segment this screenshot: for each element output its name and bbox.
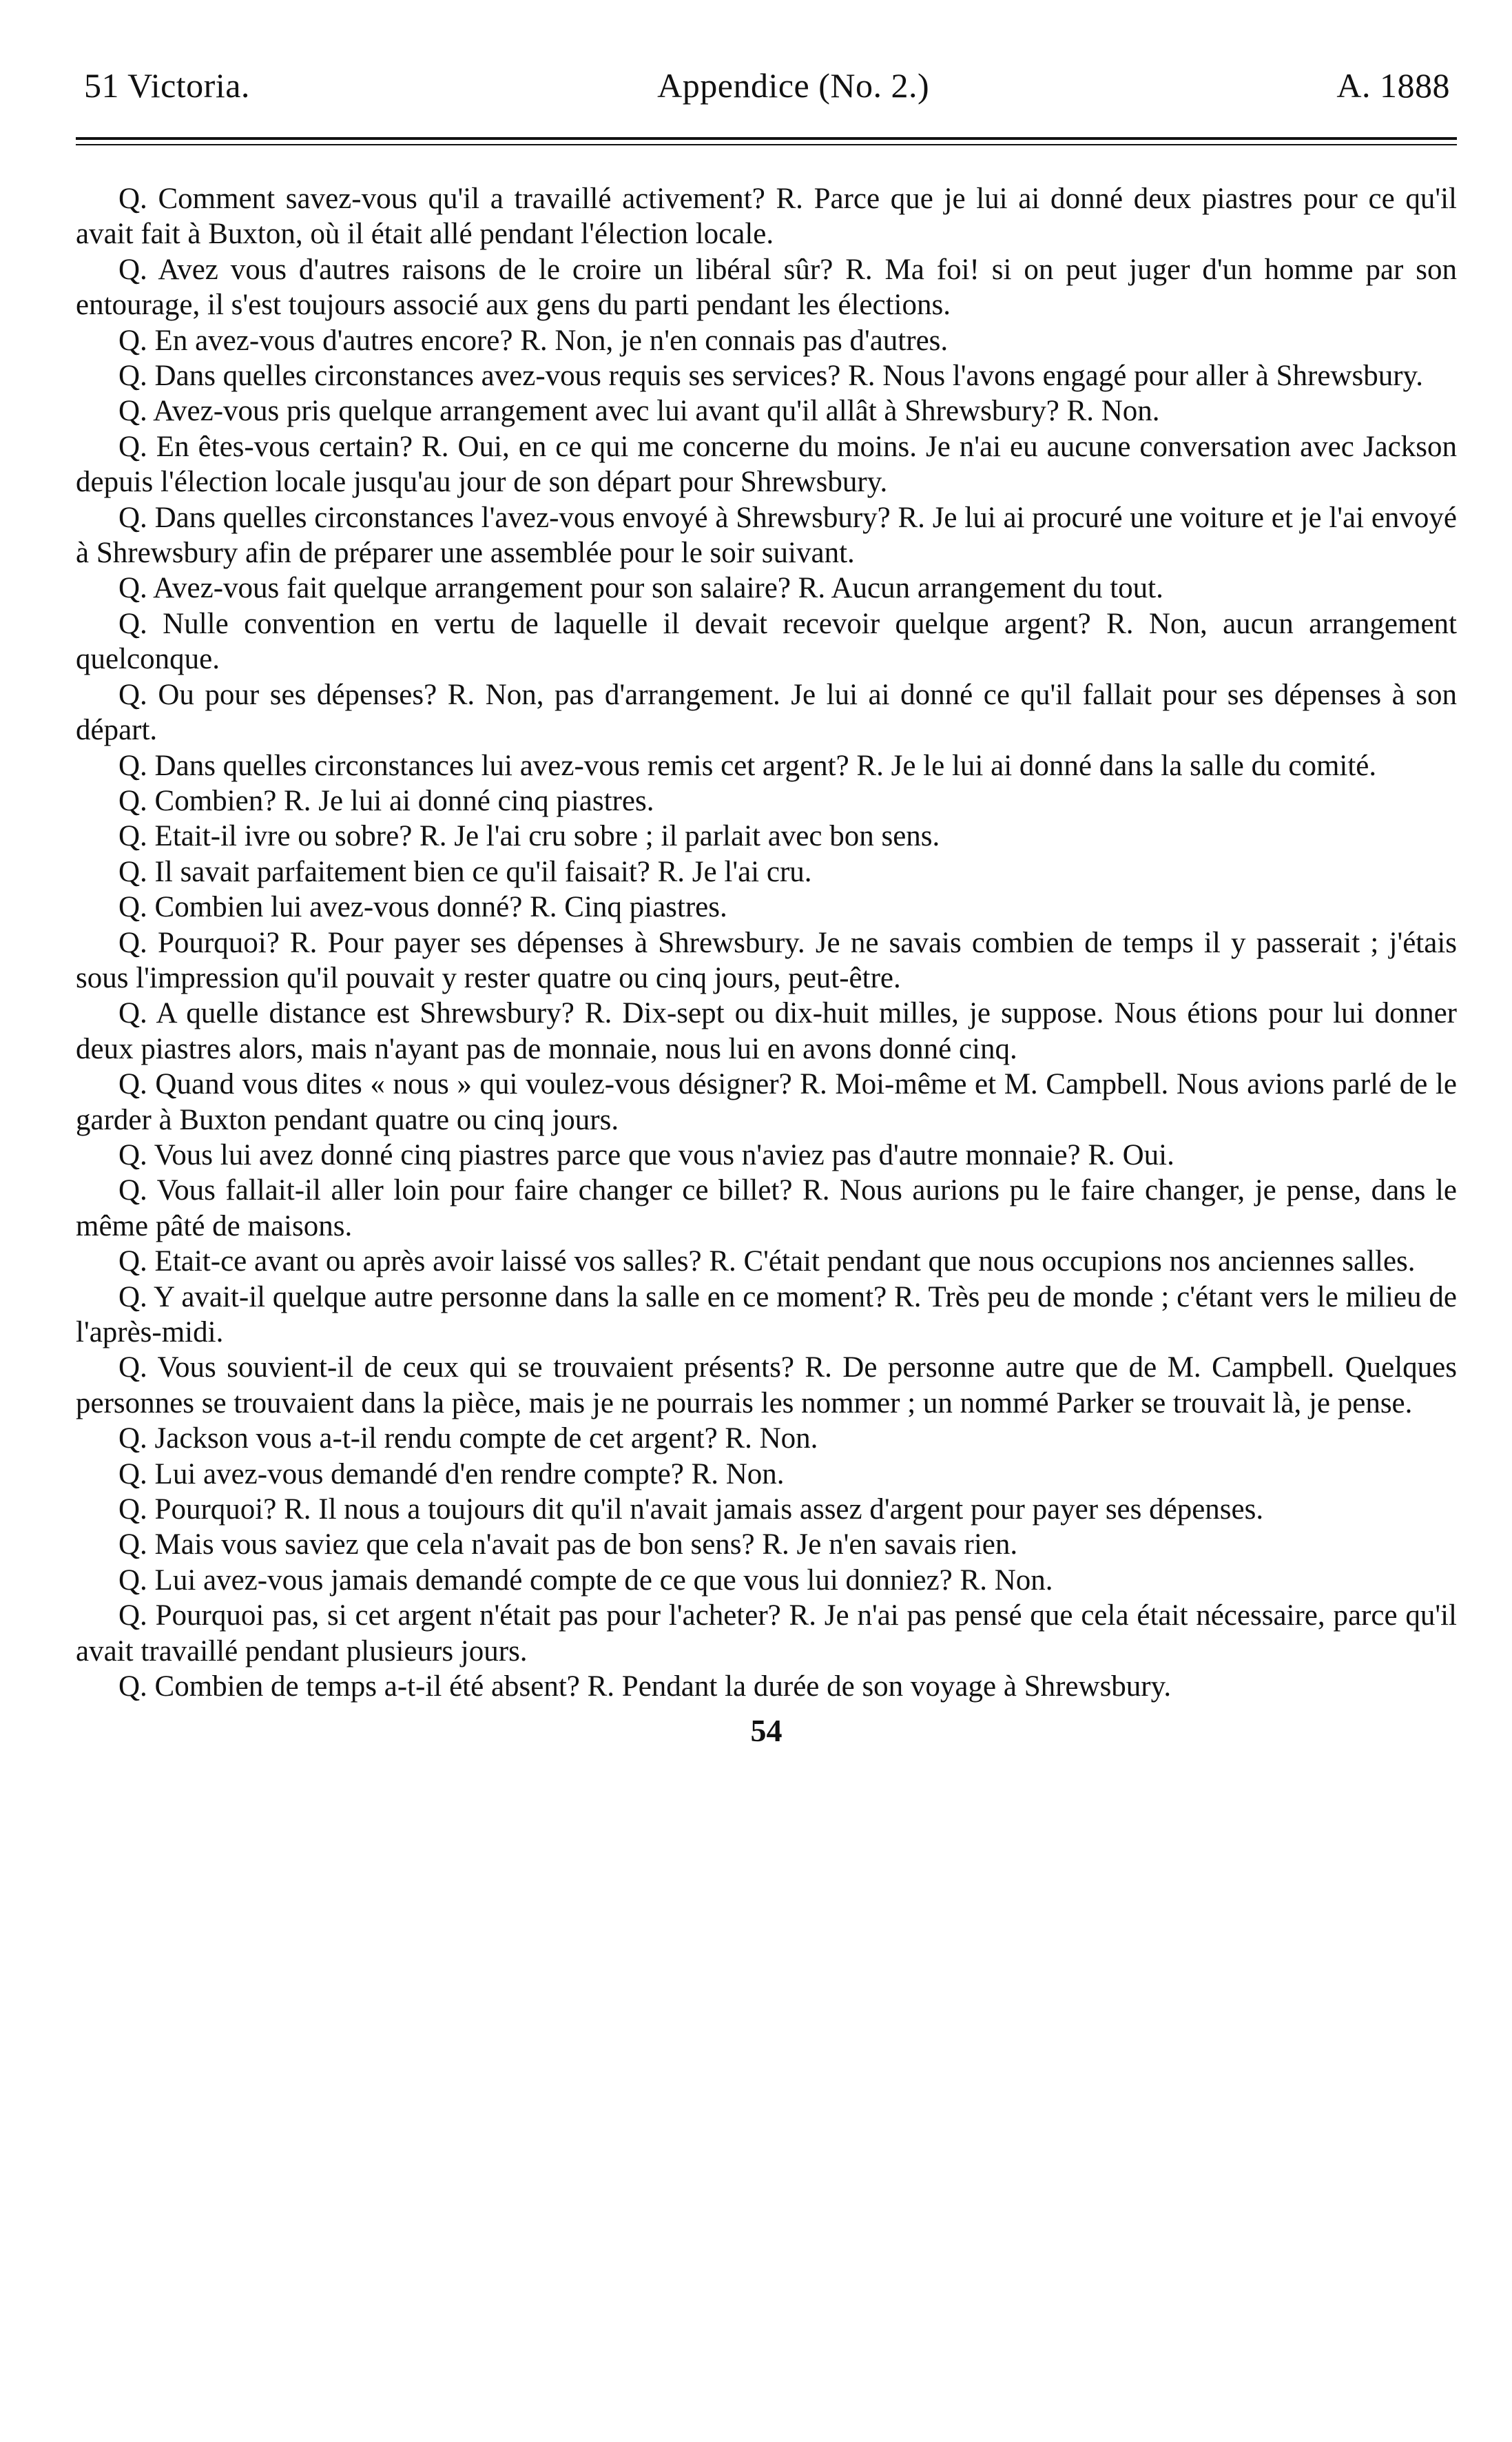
header-rule-thick	[76, 137, 1457, 140]
qa-paragraph: Q. Vous fallait-il aller loin pour faire changer ce billet? R. Nous aurions pu le faire changer, je pense, dans le même pâté de maisons.	[76, 1174, 1457, 1242]
header-rule-thin	[76, 144, 1457, 145]
qa-paragraph: Q. Jackson vous a-t-il rendu compte de cet argent? R. Non.	[118, 1422, 818, 1455]
qa-paragraph: Q. Combien lui avez-vous donné? R. Cinq piastres.	[118, 891, 727, 924]
qa-paragraph: Q. Avez vous d'autres raisons de le croire un libéral sûr? R. Ma foi! si on peut juger d'un homme par son entourage, il s'est toujours associé aux gens du parti pendant les élections.	[76, 253, 1457, 322]
header-year: A. 1888	[1336, 66, 1450, 105]
qa-paragraph: Q. Combien de temps a-t-il été absent? R. Pendant la durée de son voyage à Shrewsbury.	[118, 1670, 1172, 1703]
qa-paragraph: Q. Dans quelles circonstances avez-vous requis ses services? R. Nous l'avons engagé pour aller à Shrewsbury.	[118, 360, 1424, 393]
qa-paragraph: Q. Pourquoi pas, si cet argent n'était pas pour l'acheter? R. Je n'ai pas pensé que cela était nécessaire, parce qu'il avait travaillé pendant plusieurs jours.	[76, 1599, 1457, 1668]
qa-paragraph: Q. Avez-vous pris quelque arrangement avec lui avant qu'il allât à Shrewsbury? R. Non.	[118, 395, 1160, 428]
qa-paragraph: Q. Lui avez-vous demandé d'en rendre compte? R. Non.	[118, 1457, 785, 1490]
qa-paragraph: Q. Etait-ce avant ou après avoir laissé vos salles? R. C'était pendant que nous occupions nos anciennes salles.	[118, 1245, 1416, 1278]
qa-paragraph: Q. Quand vous dites « nous » qui voulez-vous désigner? R. Moi-même et M. Campbell. Nous avions parlé de le garder à Buxton pendant quatre ou cinq jours.	[76, 1068, 1457, 1136]
qa-paragraph: Q. Pourquoi? R. Pour payer ses dépenses à Shrewsbury. Je ne savais combien de temps il y passerait ; j'étais sous l'impression qu'il pouvait y rester quatre ou cinq jours, peut-être.	[76, 926, 1457, 994]
qa-paragraph: Q. Lui avez-vous jamais demandé compte de ce que vous lui donniez? R. Non.	[118, 1563, 1053, 1597]
qa-paragraph: Q. Avez-vous fait quelque arrangement pour son salaire? R. Aucun arrangement du tout.	[118, 572, 1163, 605]
qa-paragraph: Q. Y avait-il quelque autre personne dans la salle en ce moment? R. Très peu de monde ; c'étant vers le milieu de l'après-midi.	[76, 1280, 1457, 1348]
header-appendix-title: Appendice (No. 2.)	[657, 66, 930, 105]
qa-paragraph: Q. Dans quelles circonstances lui avez-vous remis cet argent? R. Je le lui ai donné dans la salle du comité.	[118, 749, 1377, 782]
qa-paragraph: Q. Etait-il ivre ou sobre? R. Je l'ai cru sobre ; il parlait avec bon sens.	[118, 820, 940, 853]
qa-paragraph: Q. Mais vous saviez que cela n'avait pas de bon sens? R. Je n'en savais rien.	[118, 1528, 1018, 1561]
qa-paragraph: Q. Ou pour ses dépenses? R. Non, pas d'arrangement. Je lui ai donné ce qu'il fallait pour ses dépenses à son départ.	[76, 678, 1457, 747]
qa-paragraph: Q. En avez-vous d'autres encore? R. Non, je n'en connais pas d'autres.	[118, 324, 949, 357]
header-regnal-year: 51 Victoria.	[84, 66, 250, 105]
qa-paragraph: Q. Combien? R. Je lui ai donné cinq piastres.	[118, 784, 654, 817]
qa-paragraph: Q. Vous lui avez donné cinq piastres parce que vous n'aviez pas d'autre monnaie? R. Oui.	[118, 1138, 1174, 1171]
qa-paragraph: Q. Il savait parfaitement bien ce qu'il faisait? R. Je l'ai cru.	[118, 855, 812, 888]
qa-paragraph: Q. Vous souvient-il de ceux qui se trouvaient présents? R. De personne autre que de M. Campbell. Quelques personnes se trouvaient dans la pièce, mais je ne pourrais les nommer ; un nommé Parker se trouvait là, je pense.	[76, 1351, 1457, 1419]
testimony-body	[76, 181, 1457, 1704]
qa-paragraph: Q. Pourquoi? R. Il nous a toujours dit qu'il n'avait jamais assez d'argent pour payer ses dépenses.	[118, 1493, 1264, 1526]
qa-paragraph: Q. A quelle distance est Shrewsbury? R. Dix-sept ou dix-huit milles, je suppose. Nous étions pour lui donner deux piastres alors, mais n'ayant pas de monnaie, nous lui en avons donné cinq.	[76, 997, 1457, 1065]
qa-paragraph: Q. Dans quelles circonstances l'avez-vous envoyé à Shrewsbury? R. Je lui ai procuré une voiture et je l'ai envoyé à Shrewsbury afin de préparer une assemblée pour le soir suivant.	[76, 501, 1457, 570]
qa-paragraph: Q. Nulle convention en vertu de laquelle il devait recevoir quelque argent? R. Non, aucun arrangement quelconque.	[76, 607, 1457, 676]
page-number: 54	[750, 1713, 783, 1749]
qa-paragraph: Q. Comment savez-vous qu'il a travaillé activement? R. Parce que je lui ai donné deux piastres pour ce qu'il avait fait à Buxton, où il était allé pendant l'élection locale.	[76, 183, 1457, 251]
qa-paragraph: Q. En êtes-vous certain? R. Oui, en ce qui me concerne du moins. Je n'ai eu aucune conversation avec Jackson depuis l'élection locale jusqu'au jour de son départ pour Shrewsbury.	[76, 430, 1457, 499]
document-page	[76, 65, 1457, 1749]
page-header	[76, 65, 1457, 105]
